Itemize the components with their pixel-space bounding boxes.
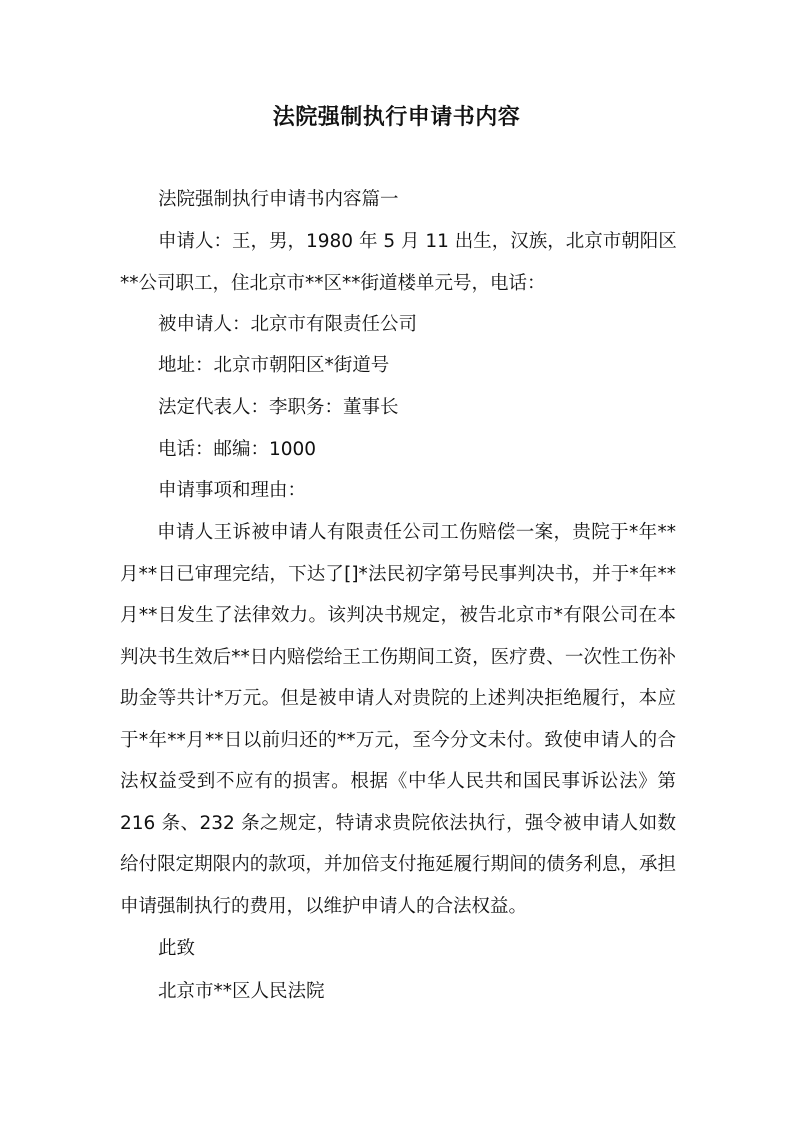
legal-representative-line: 法定代表人：李职务：董事长 [158,397,399,418]
respondent-line: 被申请人：北京市有限责任公司 [158,314,418,335]
address-line: 地址：北京市朝阳区*街道号 [158,355,390,376]
document-title: 法院强制执行申请书内容 [272,105,521,130]
matters-heading: 申请事项和理由： [158,480,307,501]
section-subtitle: 法院强制执行申请书内容篇一 [158,189,399,210]
applicant-line-1: 申请人：王，男，1980 年 5 月 11 出生，汉族，北京市朝阳区 [158,231,677,252]
body-paragraph: 申请人王诉被申请人有限责任公司工伤赔偿一案，贵院于*年**月**日已审理完结，下达了[]*法民初字第号民事判决书，并于*年**月**日发生了法律效力。该判决书规定，被告北京市*有限公司在本判决书生效后**日内赔偿给王工伤期间工资，医疗费、一次性工伤补助金等共计*万元。但是被申请人对贵院的上述判决拒绝履行，本应于*年**月**日以前归还的**万元，至今分文未付。致使申请人的合法权益受到不应有的损害。根据《中华人民共和国民事诉讼法》第 216 条、232 条之规定，特请求贵院依法执行，强令被申请人如数给付限定期限内的款项，并加倍支付拖延履行期间的债务利息，承担申请强制执行的费用，以维护申请人的合法权益。 [120,522,676,917]
phone-line: 电话：邮编：1000 [158,439,317,460]
applicant-line-2: **公司职工，住北京市**区**街道楼单元号，电话： [120,273,546,294]
closing-line: 此致 [158,938,196,959]
court-line: 北京市**区人民法院 [158,981,325,1002]
